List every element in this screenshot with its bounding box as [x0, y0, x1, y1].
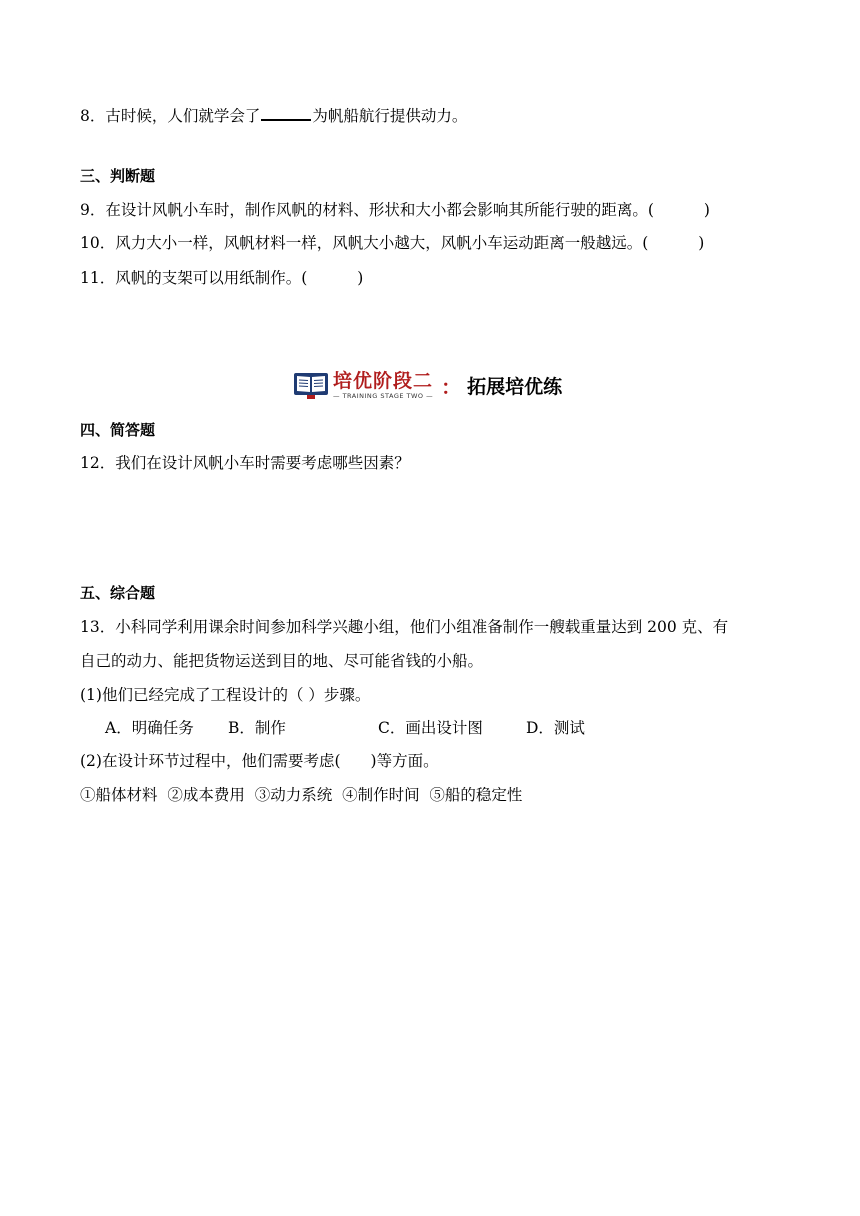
- question-9: [80, 200, 710, 220]
- question-13-sub-2: [80, 751, 439, 771]
- question-13-line-1: 13．小科同学利用课余时间参加科学兴趣小组，他们小组准备制作一艘载重量达到 200 克、有: [80, 618, 729, 636]
- option-d[interactable]: D．测试: [526, 719, 585, 737]
- banner-colon: ：: [441, 374, 462, 399]
- question-13-sub-1: (1)他们已经完成了工程设计的（ ）步骤。: [80, 686, 371, 704]
- q13-sub2-after: )等方面。: [370, 752, 439, 770]
- question-13-line-2: 自己的动力、能把货物运送到目的地、尽可能省钱的小船。: [80, 652, 484, 670]
- question-11: [80, 268, 363, 288]
- stage-banner: [293, 368, 562, 402]
- banner-subtitle: — TRAINING STAGE TWO —: [333, 392, 434, 400]
- question-13-items: ①船体材料 ②成本费用 ③动力系统 ④制作时间 ⑤船的稳定性: [80, 786, 523, 804]
- section-5-heading: 五、综合题: [80, 584, 156, 602]
- q8-text-before: 8．古时候，人们就学会了: [80, 107, 261, 125]
- question-13-options: [105, 718, 585, 738]
- option-b[interactable]: B．制作: [228, 719, 286, 737]
- q13-sub2-before: (2)在设计环节过程中，他们需要考虑(: [80, 752, 341, 770]
- option-c[interactable]: C．画出设计图: [378, 719, 483, 737]
- q10-close-paren: ): [698, 234, 705, 252]
- option-a[interactable]: A．明确任务: [105, 719, 194, 737]
- q10-text: 10．风力大小一样，风帆材料一样，风帆大小越大，风帆小车运动距离一般越远。(: [80, 234, 649, 252]
- banner-tail-text: 拓展培优练: [467, 375, 563, 398]
- q11-close-paren: ): [357, 269, 364, 287]
- section-4-heading: 四、简答题: [80, 421, 156, 439]
- q9-close-paren: ): [703, 201, 710, 219]
- section-3-heading: 三、判断题: [80, 167, 156, 185]
- banner-title: 培优阶段二: [333, 370, 434, 392]
- banner-title-block: [333, 370, 433, 400]
- book-icon: [293, 370, 329, 400]
- q8-text-after: 为帆船航行提供动力。: [312, 107, 468, 125]
- question-12: 12．我们在设计风帆小车时需要考虑哪些因素？: [80, 454, 410, 472]
- q11-text: 11．风帆的支架可以用纸制作。(: [80, 269, 308, 287]
- question-8: [80, 105, 467, 126]
- question-10: [80, 233, 704, 253]
- q9-text: 9．在设计风帆小车时，制作风帆的材料、形状和大小都会影响其所能行驶的距离。(: [80, 201, 654, 219]
- q8-answer-blank[interactable]: [261, 105, 311, 121]
